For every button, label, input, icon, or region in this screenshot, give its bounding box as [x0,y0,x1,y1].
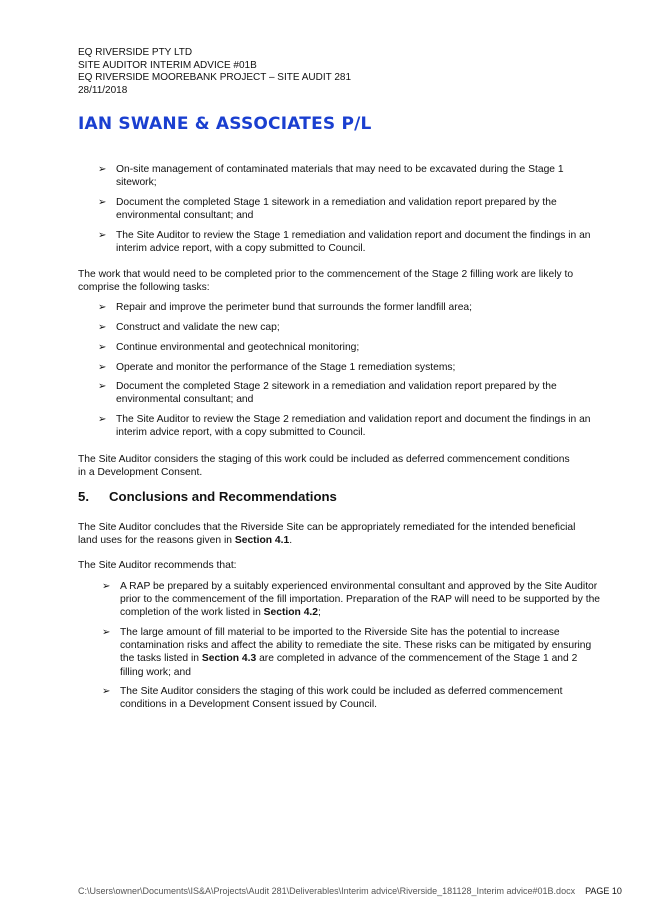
recommendation-end: ; [318,607,321,619]
arrow-bullet-icon: ➢ [102,627,111,638]
arrow-bullet-icon: ➢ [98,322,107,333]
list-item-text: Document the completed Stage 1 sitework in a remediation and validation report prepared by the environmental consultant; and [116,197,557,222]
list-item-text: Operate and monitor the performance of the Stage 1 remediation systems; [116,362,456,373]
list-item-text [120,685,602,711]
page-number: PAGE 10 [585,886,622,896]
conclusion-text: The Site Auditor concludes that the Riverside Site can be appropriately remediated for the intended beneficial land uses for the reasons given in [78,522,576,547]
arrow-bullet-icon: ➢ [102,686,111,697]
section-number: 5. [78,489,89,504]
list-item-text [120,626,602,679]
list-item-text: Document the completed Stage 2 sitework in a remediation and validation report prepared by the environmental consultant; and [116,381,557,406]
stage2-intro: The work that would need to be completed prior to the commencement of the Stage 2 filling work are likely to comprise the following tasks: [78,269,574,294]
document-footer [78,886,622,896]
arrow-bullet-icon: ➢ [98,164,107,175]
list-item-text: Continue environmental and geotechnical monitoring; [116,342,360,353]
recommendation-end: are completed in advance of the commencement of the Stage 1 and 2 filling work; and [120,653,578,678]
conclusion-end: . [289,535,293,547]
recommendation-text: A RAP be prepared by a suitably experienced environmental consultant and approved by the Site Auditor prior to the commencement of the fill importation. Preparation of the RAP will need to be supported by the completion of the work listed in [120,581,601,619]
header-date-line: 28/11/2018 [78,84,128,96]
company-title: IAN SWANE & ASSOCIATES P/L [78,114,372,134]
header-project-line: EQ RIVERSIDE MOOREBANK PROJECT – SITE AUDIT 281 [78,72,352,83]
list-item-text: The Site Auditor to review the Stage 1 remediation and validation report and document the findings in an interim advice report, with a copy submitted to Council. [116,230,591,255]
document-header [78,47,351,97]
list-item-text: Construct and validate the new cap; [116,322,280,333]
arrow-bullet-icon: ➢ [98,414,107,425]
header-advice-line: SITE AUDITOR INTERIM ADVICE #01B [78,59,257,71]
file-path: C:\Users\owner\Documents\IS&A\Projects\Audit 281\Deliverables\Interim advice\Riverside_181128_Interim advice#01B.docx [78,886,576,896]
section-heading [78,489,337,504]
arrow-bullet-icon: ➢ [98,302,107,313]
header-company-line: EQ RIVERSIDE PTY LTD [78,47,193,58]
list-item-text: Repair and improve the perimeter bund that surrounds the former landfill area; [116,302,473,313]
staging-note: The Site Auditor considers the staging of this work could be included as deferred commencement conditions in a Development Consent. [78,454,570,479]
list-item-text [120,580,602,620]
section-reference: Section 4.1 [234,535,290,547]
section-reference: Section 4.2 [263,607,319,619]
section-reference: Section 4.3 [201,653,257,665]
section-title: Conclusions and Recommendations [109,489,337,504]
recommends-intro: The Site Auditor recommends that: [78,560,237,571]
list-item-text: The Site Auditor to review the Stage 2 remediation and validation report and document the findings in an interim advice report, with a copy submitted to Council. [116,414,591,439]
arrow-bullet-icon: ➢ [98,381,107,392]
recommendation-text: The Site Auditor considers the staging of this work could be included as deferred commencement conditions in a Development Consent issued by Council. [120,686,563,711]
conclusion-paragraph [78,521,583,547]
arrow-bullet-icon: ➢ [98,342,107,353]
recommendation-text: The large amount of fill material to be imported to the Riverside Site has the potential to increase contamination risks and affect the ability to remediate the site. These risks can be mitigated by ensuring the tasks listed in [120,627,592,665]
arrow-bullet-icon: ➢ [98,362,107,373]
arrow-bullet-icon: ➢ [98,230,107,241]
arrow-bullet-icon: ➢ [102,581,111,592]
arrow-bullet-icon: ➢ [98,197,107,208]
list-item-text: On-site management of contaminated materials that may need to be excavated during the Stage 1 sitework; [116,164,564,189]
